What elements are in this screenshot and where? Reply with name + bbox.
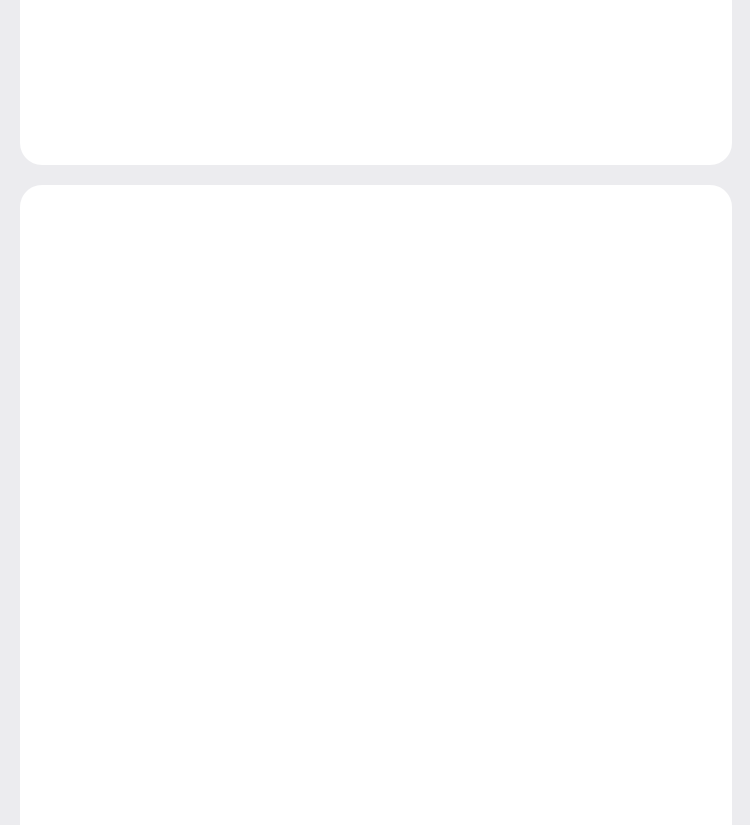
top-spec-card bbox=[20, 0, 732, 165]
main-spec-card bbox=[20, 185, 732, 825]
